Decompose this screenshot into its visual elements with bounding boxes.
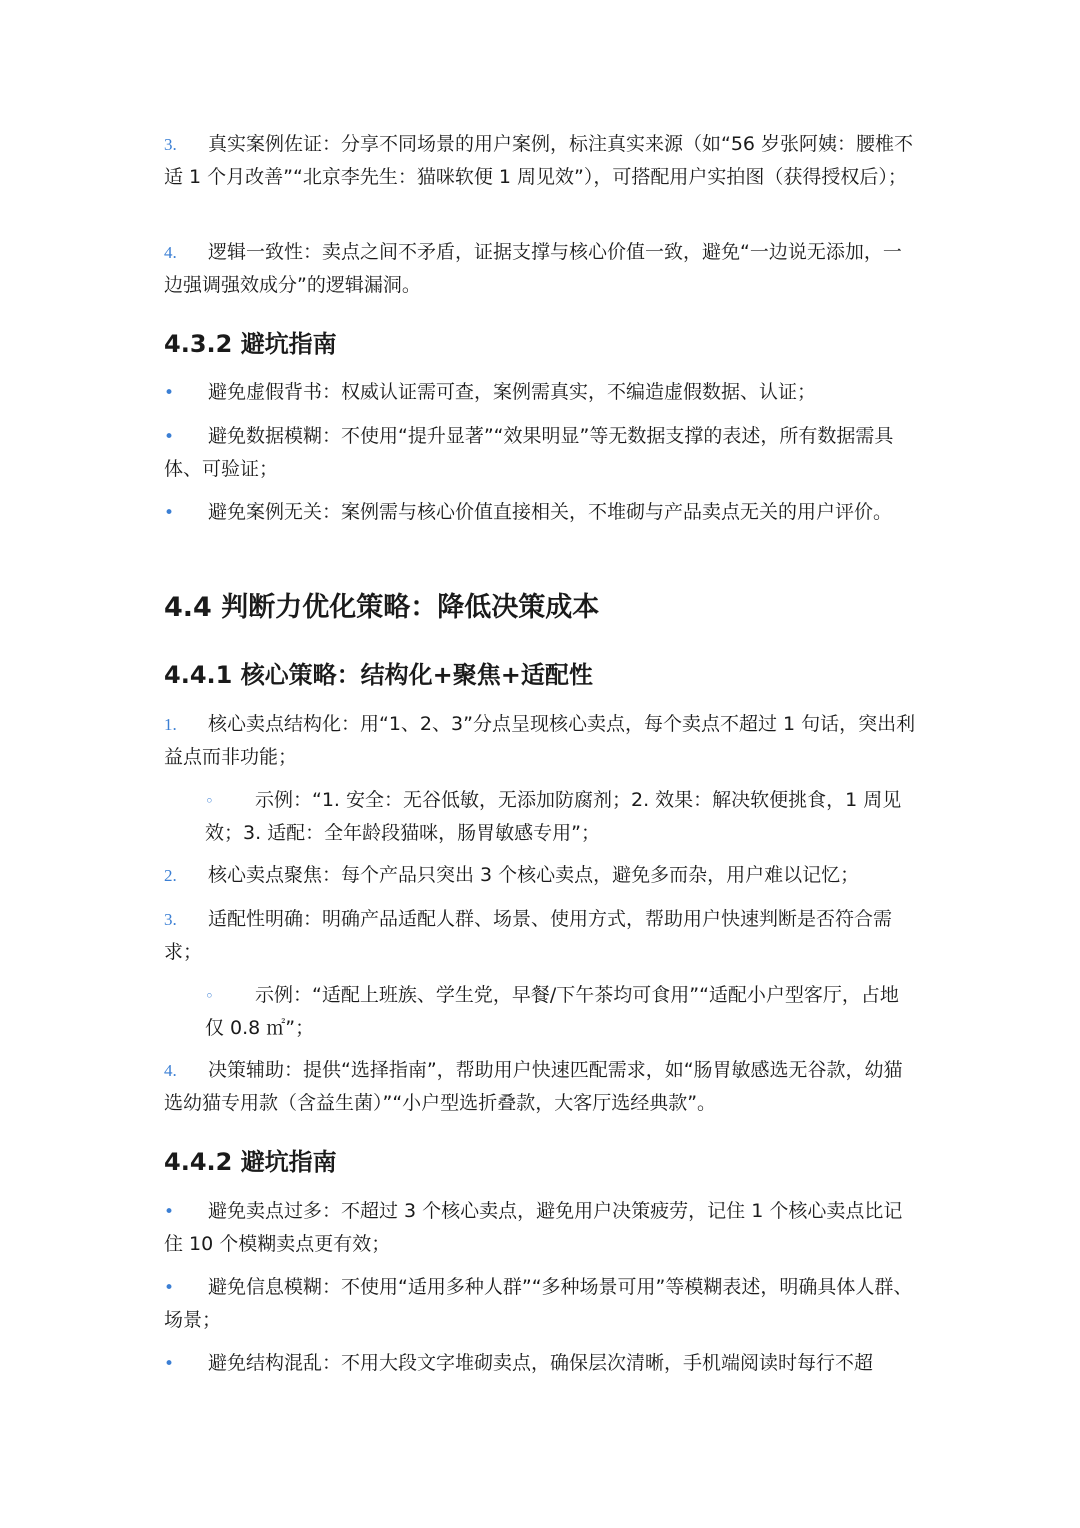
list-item-text: 决策辅助：提供“选择指南”，帮助用户快速匹配需求，如“肠胃敏感选无谷款，幼猫选幼猫专用款（含益生菌）”“小户型选折叠款，大客厅选经典款”。: [164, 1059, 903, 1114]
list-item-text: 避免数据模糊：不使用“提升显著”“效果明显”等无数据支撑的表述，所有数据需具体、可验证；: [164, 425, 894, 480]
list-number: 1.: [164, 715, 177, 734]
list-item-text: 适配性明确：明确产品适配人群、场景、使用方式，帮助用户快速判断是否符合需求；: [164, 908, 893, 963]
list-item: [164, 1054, 916, 1119]
list-number: 3.: [164, 135, 177, 154]
chapter-heading: 4.4 判断力优化策略：降低决策成本: [164, 592, 600, 623]
list-item: [164, 236, 916, 301]
sub-list-item: [205, 784, 916, 849]
sub-list-item: [205, 979, 916, 1044]
section-heading: 4.4.1 核心策略：结构化+聚焦+适配性: [164, 661, 593, 689]
list-item-text: 真实案例佐证：分享不同场景的用户案例，标注真实来源（如“56 岁张阿姨：腰椎不适 1 个月改善”“北京李先生：猫咪软便 1 周见效”），可搭配用户实拍图（获得授权后）；: [164, 133, 914, 188]
bullet-icon: •: [164, 1202, 175, 1222]
list-item-text: 避免虚假背书：权威认证需可查，案例需真实，不编造虚假数据、认证；: [208, 381, 817, 403]
bullet-icon: •: [164, 1278, 175, 1298]
list-item: [164, 376, 916, 409]
list-number: 4.: [164, 243, 177, 262]
list-item: [164, 859, 916, 892]
list-item-text: 避免案例无关：案例需与核心价值直接相关，不堆砌与产品卖点无关的用户评价。: [208, 501, 893, 523]
list-item-text: 避免信息模糊：不使用“适用多种人群”“多种场景可用”等模糊表述，明确具体人群、场景；: [164, 1276, 913, 1331]
section-heading: 4.4.2 避坑指南: [164, 1148, 337, 1176]
section-heading: 4.3.2 避坑指南: [164, 330, 337, 358]
list-number: 3.: [164, 910, 177, 929]
list-item: [164, 128, 916, 193]
list-item-text: 核心卖点结构化：用“1、2、3”分点呈现核心卖点，每个卖点不超过 1 句话，突出利益点而非功能；: [164, 713, 916, 768]
list-item: [164, 420, 916, 485]
list-item: [164, 903, 916, 968]
circle-bullet-icon: ◦: [205, 987, 214, 1005]
list-item-text: 示例：“1. 安全：无谷低敏，无添加防腐剂；2. 效果：解决软便挑食，1 周见效；3. 适配：全年龄段猫咪，肠胃敏感专用”；: [205, 789, 902, 844]
list-number: 2.: [164, 866, 177, 885]
bullet-icon: •: [164, 1354, 175, 1374]
bullet-icon: •: [164, 383, 175, 403]
list-item: [164, 1271, 916, 1336]
list-item: [164, 496, 916, 529]
list-number: 4.: [164, 1061, 177, 1080]
list-item-text: 避免卖点过多：不超过 3 个核心卖点，避免用户决策疲劳，记住 1 个核心卖点比记住 10 个模糊卖点更有效；: [164, 1200, 903, 1255]
list-item-text: 核心卖点聚焦：每个产品只突出 3 个核心卖点，避免多而杂，用户难以记忆；: [208, 864, 860, 886]
list-item: [164, 708, 916, 773]
list-item: [164, 1195, 916, 1260]
list-item-text: 避免结构混乱：不用大段文字堆砌卖点，确保层次清晰，手机端阅读时每行不超: [208, 1352, 874, 1374]
list-item-text: 示例：“适配上班族、学生党，早餐/下午茶均可食用”“适配小户型客厅，占地仅 0.8 ㎡”；: [205, 984, 899, 1039]
circle-bullet-icon: ◦: [205, 792, 214, 810]
bullet-icon: •: [164, 427, 175, 447]
list-item-text: 逻辑一致性：卖点之间不矛盾，证据支撑与核心价值一致，避免“一边说无添加，一边强调强效成分”的逻辑漏洞。: [164, 241, 902, 296]
list-item: [164, 1347, 916, 1380]
bullet-icon: •: [164, 503, 175, 523]
